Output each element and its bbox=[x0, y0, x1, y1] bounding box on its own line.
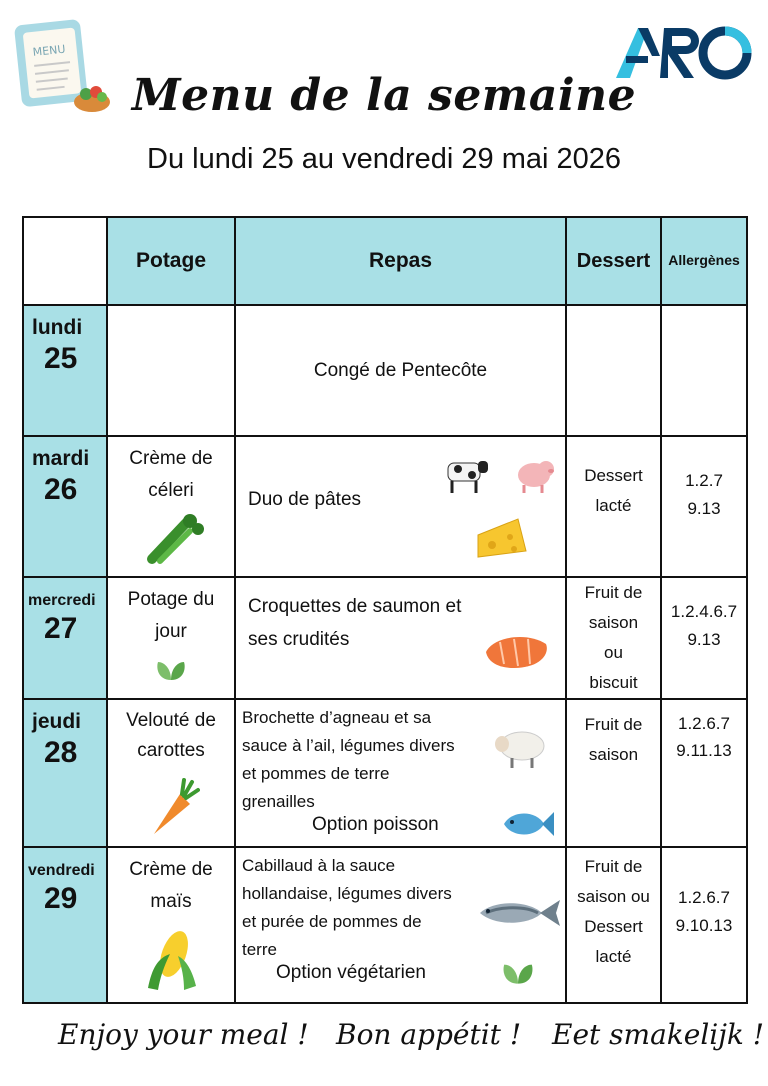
salmon-fillet-icon bbox=[484, 632, 550, 672]
allergen-line: 9.11.13 bbox=[676, 741, 732, 760]
day-number: 27 bbox=[44, 612, 78, 645]
repas-cell bbox=[235, 847, 566, 1003]
sheep-icon bbox=[492, 726, 548, 770]
celery-icon bbox=[146, 513, 204, 565]
dessert-line: Fruit de bbox=[584, 857, 643, 876]
repas-line: Cabillaud à la sauce bbox=[242, 856, 396, 875]
allergens-cell bbox=[661, 305, 747, 436]
repas-line: terre bbox=[242, 940, 277, 959]
day-cell bbox=[23, 305, 107, 436]
dessert-line: biscuit bbox=[589, 673, 638, 692]
day-number: 26 bbox=[44, 473, 78, 506]
day-cell bbox=[23, 699, 107, 847]
allergen-line: 9.10.13 bbox=[675, 916, 733, 935]
day-name: jeudi bbox=[32, 710, 82, 733]
day-name: vendredi bbox=[28, 862, 95, 879]
allergens-cell bbox=[661, 847, 747, 1003]
potage-cell bbox=[107, 305, 235, 436]
day-name: mercredi bbox=[28, 592, 96, 609]
allergen-line: 1.2.6.7 bbox=[678, 714, 730, 733]
dessert-line: Dessert bbox=[584, 466, 643, 485]
col-header-repas: Repas bbox=[235, 217, 566, 305]
carrot-icon bbox=[148, 778, 200, 838]
day-cell bbox=[23, 577, 107, 699]
allergen-line: 1.2.7 bbox=[685, 471, 723, 490]
dessert-line: lacté bbox=[595, 496, 632, 515]
day-cell bbox=[23, 847, 107, 1003]
menu-icon-label: MENU bbox=[32, 42, 67, 59]
footer-english: Enjoy your meal ! bbox=[58, 1018, 309, 1051]
col-header-dessert: Dessert bbox=[566, 217, 661, 305]
repas-cell bbox=[235, 699, 566, 847]
repas-line: Croquettes de saumon et bbox=[248, 596, 462, 617]
repas-cell bbox=[235, 577, 566, 699]
potage-line: Potage du bbox=[127, 589, 215, 610]
cow-icon bbox=[442, 455, 490, 495]
repas-line: et pommes de terre bbox=[242, 764, 390, 783]
corn-icon bbox=[144, 928, 200, 992]
col-header-allergenes: Allergènes bbox=[661, 217, 747, 305]
potage-cell bbox=[107, 847, 235, 1003]
allergen-line: 9.13 bbox=[687, 499, 721, 518]
col-header-potage: Potage bbox=[107, 217, 235, 305]
footer-french: Bon appétit ! bbox=[336, 1018, 522, 1051]
footer-dutch: Eet smakelijk ! bbox=[552, 1018, 765, 1051]
day-name: mardi bbox=[32, 447, 90, 470]
table-row bbox=[23, 577, 747, 699]
table-row bbox=[23, 699, 747, 847]
dessert-line: saison bbox=[588, 745, 639, 764]
repas-line: ses crudités bbox=[248, 629, 350, 650]
allergens-cell bbox=[661, 699, 747, 847]
dessert-cell bbox=[566, 699, 661, 847]
dessert-line: lacté bbox=[595, 947, 632, 966]
table-row bbox=[23, 847, 747, 1003]
potage-line: jour bbox=[155, 621, 187, 642]
repas-line: Brochette d’agneau et sa bbox=[242, 708, 432, 727]
pig-icon bbox=[514, 453, 556, 495]
table-header-row bbox=[23, 217, 747, 305]
leaf-icon bbox=[154, 656, 188, 682]
allergens-cell bbox=[661, 436, 747, 577]
dessert-cell bbox=[566, 436, 661, 577]
cod-fish-icon bbox=[476, 896, 562, 930]
potage-line: maïs bbox=[150, 891, 192, 912]
table-row bbox=[23, 305, 747, 436]
potage-line: Crème de bbox=[129, 859, 213, 880]
page-title: Menu de la semaine bbox=[131, 70, 637, 121]
dessert-line: saison ou bbox=[577, 887, 650, 906]
allergen-line: 1.2.6.7 bbox=[678, 888, 730, 907]
option-text: Option végétarien bbox=[276, 962, 426, 983]
allergen-line: 9.13 bbox=[687, 630, 721, 649]
dessert-line: ou bbox=[604, 643, 623, 662]
potage-line: Velouté de bbox=[126, 710, 216, 731]
dessert-line: Dessert bbox=[584, 917, 643, 936]
page-subtitle: Du lundi 25 au vendredi 29 mai 2026 bbox=[147, 143, 621, 175]
holiday-note: Congé de Pentecôte bbox=[313, 359, 488, 381]
day-name: lundi bbox=[32, 316, 83, 339]
potage-line: Crème de bbox=[129, 448, 213, 469]
potage-line: carottes bbox=[137, 740, 205, 761]
repas-cell bbox=[235, 436, 566, 577]
repas-line: hollandaise, légumes divers bbox=[242, 884, 452, 903]
corner-cell bbox=[23, 217, 107, 305]
dessert-cell bbox=[566, 577, 661, 699]
repas-cell bbox=[235, 305, 566, 436]
potage-line: céleri bbox=[148, 480, 194, 501]
repas-line: grenailles bbox=[242, 792, 315, 811]
table-row bbox=[23, 436, 747, 577]
menu-table bbox=[22, 216, 748, 1004]
day-number: 28 bbox=[44, 736, 78, 769]
repas-line: et purée de pommes de bbox=[242, 912, 422, 931]
day-number: 29 bbox=[44, 882, 78, 915]
fish-icon bbox=[498, 808, 556, 840]
dessert-cell bbox=[566, 305, 661, 436]
dessert-line: saison bbox=[588, 613, 639, 632]
potage-cell bbox=[107, 699, 235, 847]
day-cell bbox=[23, 436, 107, 577]
option-text: Option poisson bbox=[312, 814, 439, 835]
potage-cell bbox=[107, 436, 235, 577]
potage-cell bbox=[107, 577, 235, 699]
dessert-cell bbox=[566, 847, 661, 1003]
leaf-icon bbox=[500, 958, 536, 986]
allergens-cell bbox=[661, 577, 747, 699]
cheese-icon bbox=[474, 515, 530, 561]
dessert-line: Fruit de bbox=[584, 583, 643, 602]
allergen-line: 1.2.4.6.7 bbox=[670, 602, 738, 621]
repas-line: Duo de pâtes bbox=[248, 489, 362, 510]
day-number: 25 bbox=[44, 342, 78, 375]
repas-line: sauce à l’ail, légumes divers bbox=[242, 736, 455, 755]
dessert-line: Fruit de bbox=[584, 715, 643, 734]
